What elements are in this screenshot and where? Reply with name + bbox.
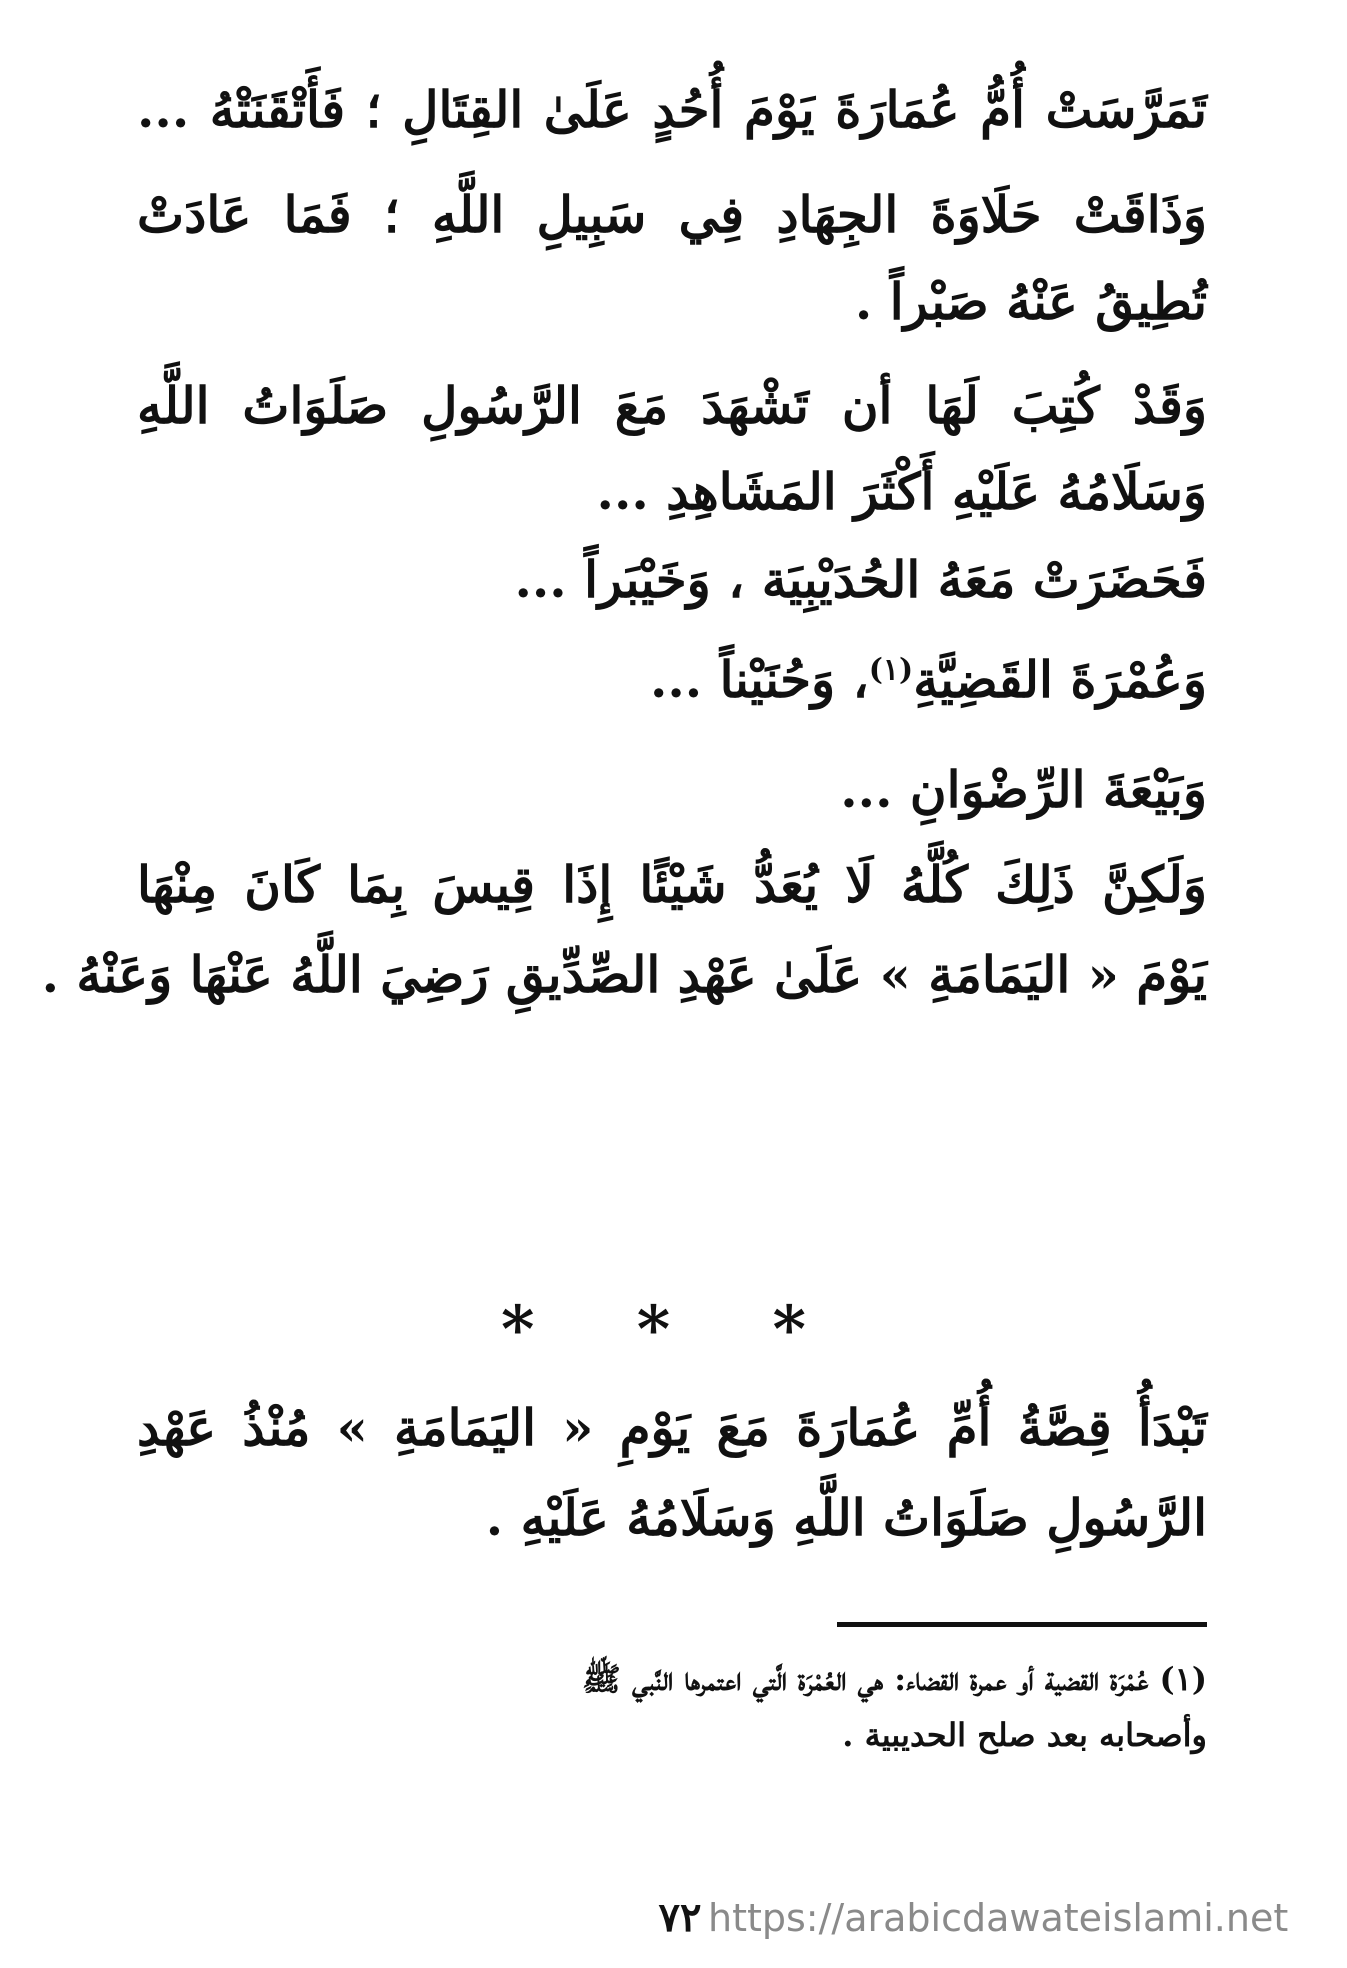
page-number: ٧٢ <box>658 1894 702 1941</box>
text-line: تُطِيقُ عَنْهُ صَبْراً . <box>854 272 1207 331</box>
text-line: وَلَكِنَّ ذَلِكَ كُلَّهُ لَا يُعَدُّ شَيْئًا إِذَا قِيسَ بِمَا كَانَ مِنْهَا <box>137 855 1207 914</box>
text-line: وَسَلَامُهُ عَلَيْهِ أَكْثَرَ المَشَاهِدِ ... <box>596 462 1207 521</box>
footnote-line: وأصحابه بعد صلح الحديبية . <box>842 1716 1207 1754</box>
footnote-reference-mark: (١) <box>868 652 914 688</box>
text-line: وَبَيْعَةَ الرِّضْوَانِ ... <box>840 760 1207 819</box>
text-line: تَبْدَأُ قِصَّةُ أُمِّ عُمَارَةَ مَعَ يَوْمِ « اليَمَامَةِ » مُنْذُ عَهْدِ <box>137 1398 1207 1457</box>
section-separator: * * * <box>501 1292 846 1367</box>
text-segment: وَعُمْرَةَ القَضِيَّةِ <box>913 650 1207 709</box>
text-line-with-footnote-mark <box>137 640 1207 720</box>
footnote-divider <box>837 1622 1207 1627</box>
text-line: فَحَضَرَتْ مَعَهُ الحُدَيْبِيَة ، وَخَيْبَراً ... <box>514 550 1207 609</box>
footnote-line: (١) عُمْرَة القضية أو عمرة القضاء: هي العُمْرَة الَّتي اعتمرها النَّبي ﷺ <box>582 1660 1207 1698</box>
text-line: تَمَرَّسَتْ أُمُّ عُمَارَةَ يَوْمَ أُحُدٍ عَلَىٰ القِتَالِ ؛ فَأَتْقَنَتْهُ ... <box>137 80 1207 139</box>
text-line: يَوْمَ « اليَمَامَةِ » عَلَىٰ عَهْدِ الصِّدِّيقِ رَضِيَ اللَّهُ عَنْهَا وَعَنْهُ . <box>41 945 1207 1004</box>
text-segment: ، وَحُنَيْناً ... <box>649 650 869 709</box>
text-line: وَقَدْ كُتِبَ لَهَا أن تَشْهَدَ مَعَ الرَّسُولِ صَلَوَاتُ اللَّهِ <box>137 376 1207 435</box>
text-line: وَذَاقَتْ حَلَاوَةَ الجِهَادِ فِي سَبِيلِ اللَّهِ ؛ فَمَا عَادَتْ <box>137 185 1207 244</box>
watermark-url: https://arabicdawateislami.net <box>708 1896 1289 1940</box>
text-line: الرَّسُولِ صَلَوَاتُ اللَّهِ وَسَلَامُهُ عَلَيْهِ . <box>485 1488 1207 1547</box>
